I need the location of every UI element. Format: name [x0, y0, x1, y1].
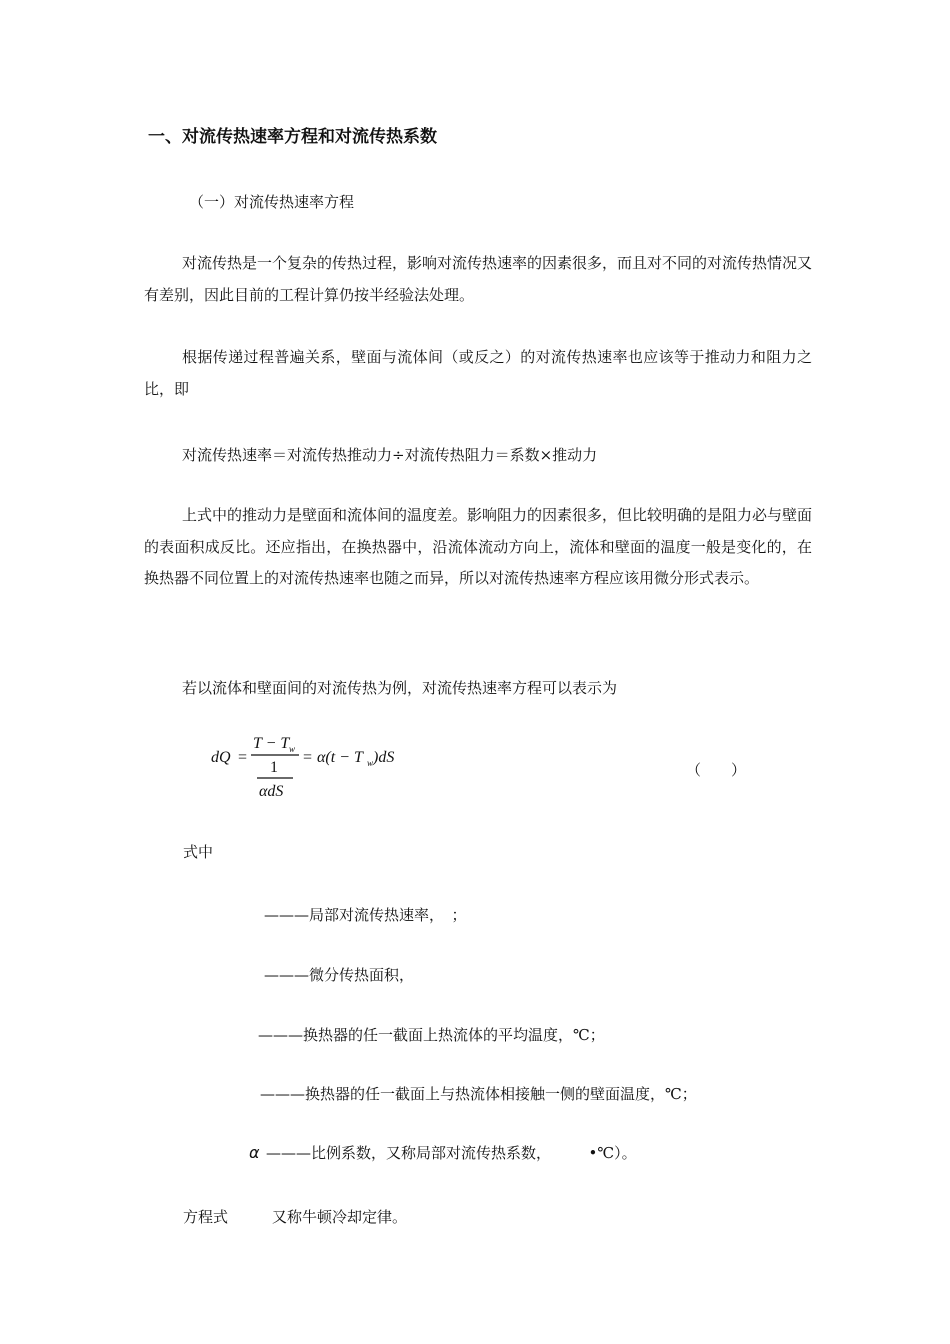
formula-rhs-sub: w [367, 758, 374, 768]
formula-one: 1 [270, 759, 278, 776]
definition-ds: ———微分传热面积， [264, 966, 415, 984]
paragraph-rate-equation-words: 对流传热速率＝对流传热推动力÷对流传热阻力＝系数×推动力 [182, 446, 598, 464]
formula-numerator: T − T [253, 735, 290, 752]
formula-lhs: dQ [211, 749, 231, 766]
formula-equals-2: = [303, 749, 313, 766]
formula-rhs: α(t − T [317, 749, 363, 766]
closing-label: 方程式 [183, 1208, 229, 1226]
paragraph-driving-force: 上式中的推动力是壁面和流体间的温度差。影响阻力的因素很多，但比较明确的是阻力必与壁面的表面积成反比。还应指出，在换热器中，沿流体流动方向上，流体和壁面的温度一般是变化的，在换热器不同位置上的对流传热速率也随之而异，所以对流传热速率方程应该用微分形式表示。 [144, 506, 813, 587]
rate-equation-formula [205, 730, 425, 810]
definition-tw: ———换热器的任一截面上与热流体相接触一侧的壁面温度，℃； [260, 1085, 697, 1103]
formula-equals-1: = [238, 749, 248, 766]
formula-numerator-sub: w [289, 744, 296, 754]
formula-rhs-end: )dS [373, 749, 395, 766]
definition-alpha-symbol: α [249, 1143, 260, 1162]
paragraph-relation: 根据传递过程普遍关系，壁面与流体间（或反之）的对流传热速率也应该等于推动力和阻力之比，即 [144, 348, 812, 398]
definition-alpha: ———比例系数，又称局部对流传热系数， •℃）。 [266, 1144, 637, 1162]
paragraph-intro: 对流传热是一个复杂的传热过程，影响对流传热速率的因素很多，而且对不同的对流传热情况又有差别，因此目前的工程计算仍按半经验法处理。 [144, 254, 813, 304]
definition-dq: ———局部对流传热速率， ； [264, 906, 467, 924]
section-title: 一、对流传热速率方程和对流传热系数 [148, 127, 437, 147]
equation-number: （ ） [686, 761, 747, 779]
closing-text: 又称牛顿冷却定律。 [272, 1208, 408, 1226]
subsection-title: （一）对流传热速率方程 [189, 193, 355, 211]
where-label: 式中 [183, 843, 214, 861]
definition-t: ———换热器的任一截面上热流体的平均温度，℃； [258, 1026, 605, 1044]
formula-denominator: αdS [259, 783, 284, 800]
paragraph-example: 若以流体和壁面间的对流传热为例，对流传热速率方程可以表示为 [182, 679, 618, 697]
